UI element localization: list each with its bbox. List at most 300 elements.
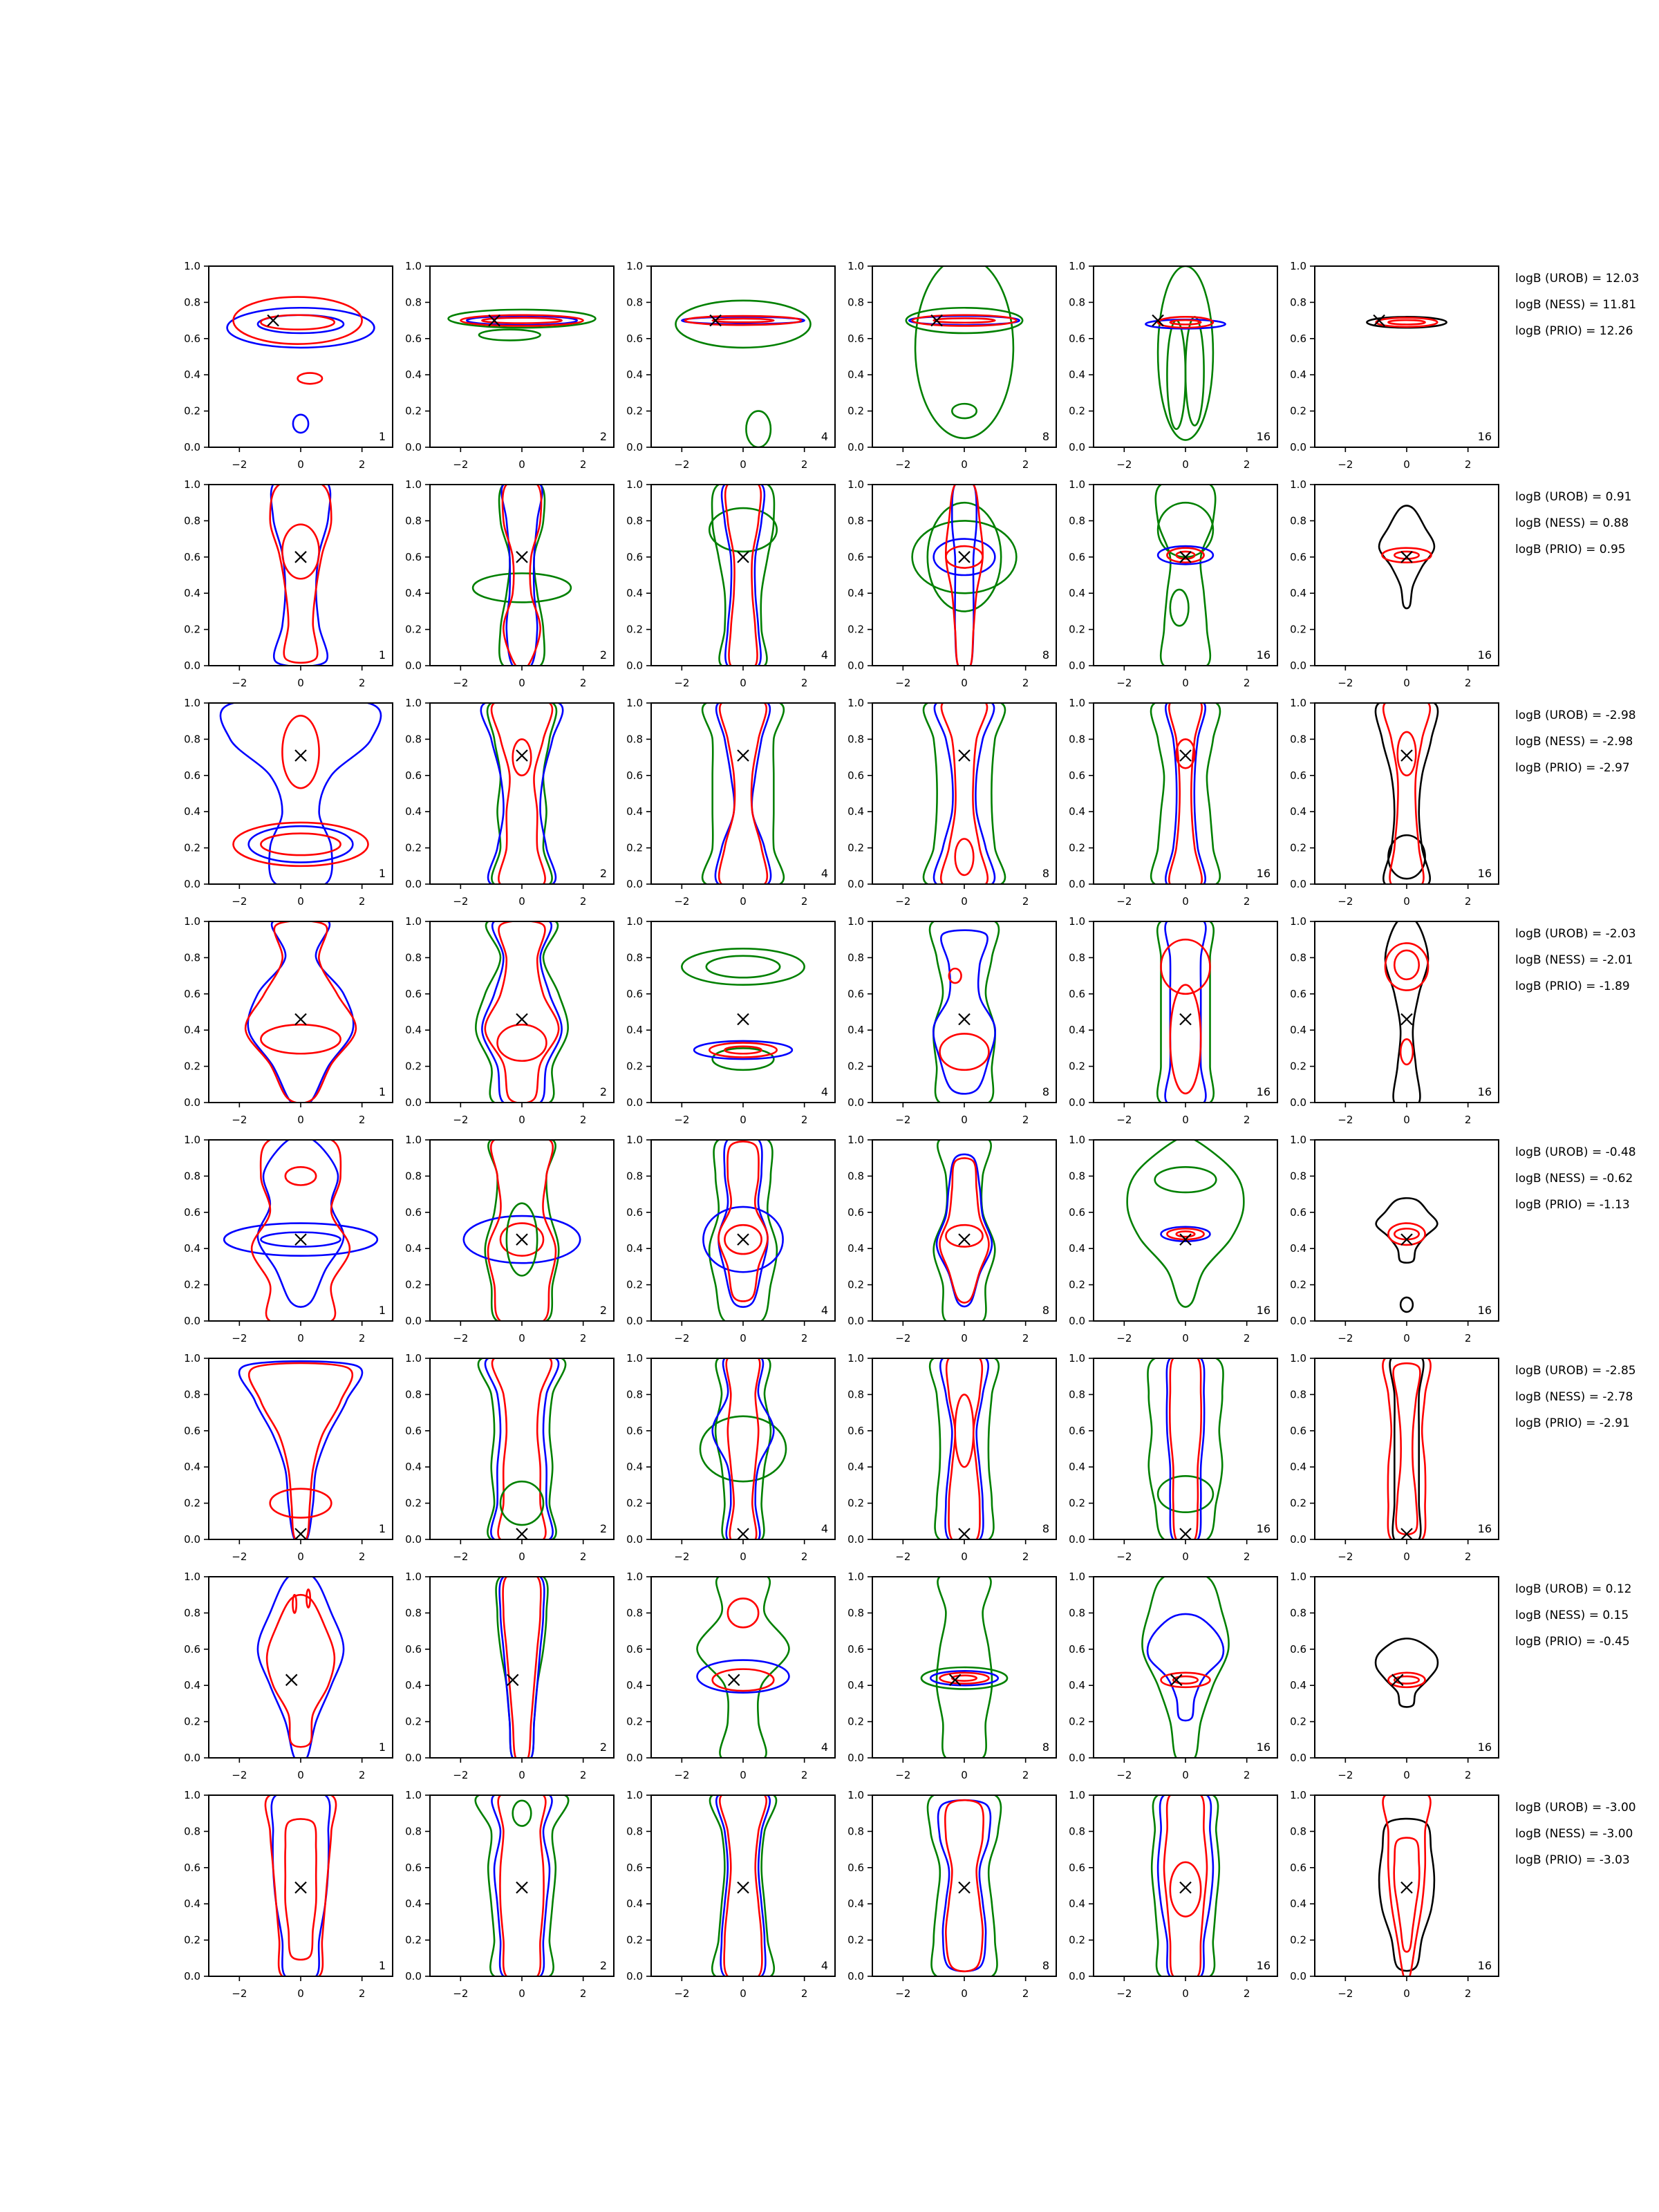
true-value-marker (1401, 750, 1412, 761)
x-tick-label: −2 (1338, 895, 1353, 908)
panel-level-label: 16 (1256, 1741, 1271, 1754)
axes-frame (209, 703, 393, 884)
axes-frame (1315, 485, 1499, 666)
contour-prio (1170, 1353, 1201, 1544)
y-tick-label: 0.6 (847, 332, 864, 345)
contour-prio (282, 715, 319, 788)
y-tick-label: 0.2 (405, 1497, 422, 1510)
y-tick-label: 0.6 (405, 1206, 422, 1219)
x-tick-label: 2 (800, 1114, 808, 1126)
contour-group (1376, 1198, 1438, 1312)
panel-r5-c5 (1069, 1134, 1277, 1344)
x-tick-label: 2 (1464, 1550, 1472, 1563)
x-tick-label: 2 (800, 458, 808, 471)
y-tick-label: 0.8 (1290, 514, 1306, 527)
axes-frame (651, 485, 835, 666)
y-tick-label: 1.0 (847, 478, 864, 491)
axes-frame (1094, 1577, 1277, 1758)
logb-annotation: logB (NESS) = 0.88 (1515, 516, 1629, 530)
y-tick-label: 0.4 (626, 587, 643, 600)
x-tick-label: 0 (518, 1332, 525, 1344)
contour-prio (945, 1800, 983, 1971)
logb-annotation: logB (PRIO) = -2.91 (1515, 1416, 1630, 1430)
y-tick-label: 1.0 (1069, 260, 1085, 272)
axes-frame (1315, 703, 1499, 884)
contour-urob (937, 1154, 992, 1306)
y-tick-label: 1.0 (626, 1789, 643, 1801)
x-tick-label: −2 (674, 1114, 690, 1126)
contour-group (221, 698, 381, 888)
y-tick-label: 0.2 (184, 841, 200, 854)
contour-prio (1394, 1228, 1418, 1239)
y-tick-label: 0.8 (184, 1825, 200, 1838)
axes-frame (651, 1140, 835, 1321)
y-tick-label: 0.0 (626, 1533, 643, 1546)
axes-frame (651, 1577, 835, 1758)
contour-group (906, 257, 1022, 438)
x-tick-label: 2 (1022, 895, 1029, 908)
y-tick-label: 0.0 (847, 1315, 864, 1327)
y-tick-label: 0.4 (626, 1679, 643, 1692)
panel-r3-c4 (847, 697, 1056, 908)
y-tick-label: 0.2 (847, 1060, 864, 1073)
logb-annotation: logB (UROB) = -3.00 (1515, 1801, 1636, 1815)
y-tick-label: 1.0 (184, 1571, 200, 1583)
y-tick-label: 0.0 (1069, 659, 1085, 672)
axes-frame (209, 921, 393, 1103)
panel-r3-c2 (405, 697, 614, 908)
y-tick-label: 0.2 (626, 1497, 643, 1510)
contour-group (1152, 1790, 1219, 1980)
x-tick-label: −2 (895, 1114, 911, 1126)
y-tick-label: 0.6 (184, 987, 200, 1000)
contour-group (1379, 1790, 1434, 1980)
panel-level-label: 4 (821, 867, 828, 880)
y-tick-label: 0.6 (1069, 1206, 1085, 1219)
contour-group (1127, 1136, 1244, 1307)
contour-ness (479, 330, 541, 341)
y-tick-label: 0.8 (626, 1606, 643, 1620)
logb-annotations-row-6 (1515, 1364, 1636, 1430)
contour-group (924, 698, 1005, 888)
x-tick-label: 2 (1464, 1114, 1472, 1126)
contour-ness (1155, 1167, 1217, 1192)
x-tick-label: −2 (1338, 458, 1353, 471)
contour-ness (473, 573, 571, 602)
panel-level-label: 16 (1477, 1741, 1492, 1754)
x-tick-label: 0 (518, 895, 525, 908)
y-tick-label: 0.4 (1290, 805, 1306, 818)
y-tick-label: 1.0 (184, 1134, 200, 1146)
y-tick-label: 0.2 (1069, 1060, 1085, 1073)
y-tick-label: 0.0 (184, 1533, 200, 1546)
y-tick-label: 0.2 (847, 841, 864, 854)
contour-group (239, 1361, 362, 1544)
x-tick-label: 2 (358, 1550, 366, 1563)
y-tick-label: 0.2 (1069, 1278, 1085, 1291)
x-tick-label: 0 (740, 1987, 747, 2000)
contour-urob (500, 1572, 545, 1762)
x-tick-label: 0 (961, 1114, 968, 1126)
x-tick-label: −2 (895, 677, 911, 689)
y-tick-label: 0.4 (1290, 1897, 1306, 1911)
panel-level-label: 8 (1042, 1741, 1049, 1754)
x-tick-label: 2 (1243, 895, 1250, 908)
y-tick-label: 0.6 (405, 1861, 422, 1874)
x-tick-label: 0 (518, 677, 525, 689)
axes-frame (209, 1577, 393, 1758)
y-tick-label: 0.2 (626, 1933, 643, 1947)
true-value-marker (516, 1528, 527, 1539)
y-tick-label: 0.6 (184, 769, 200, 782)
axes-frame (430, 1577, 614, 1758)
panel-level-label: 8 (1042, 1085, 1049, 1098)
x-tick-label: 2 (358, 1769, 366, 1781)
contour-urob (293, 415, 308, 433)
panel-r6-c6 (1290, 1352, 1499, 1563)
y-tick-label: 0.6 (1290, 1642, 1306, 1656)
logb-annotation: logB (NESS) = -0.62 (1515, 1172, 1633, 1185)
y-tick-label: 0.8 (1069, 514, 1085, 527)
y-tick-label: 0.8 (184, 1170, 200, 1183)
panel-r4-c4 (847, 915, 1056, 1126)
contour-group (675, 301, 810, 447)
contour-prio (1382, 548, 1432, 563)
panel-level-label: 4 (821, 1085, 828, 1098)
x-tick-label: 2 (358, 677, 366, 689)
y-tick-label: 0.0 (626, 1970, 643, 1983)
panel-r3-c5 (1069, 697, 1277, 908)
x-tick-label: 2 (1022, 1550, 1029, 1563)
x-tick-label: 0 (1182, 677, 1189, 689)
true-value-marker (1180, 750, 1191, 761)
y-tick-label: 0.4 (847, 1679, 864, 1692)
x-tick-label: 2 (1022, 458, 1029, 471)
y-tick-label: 0.0 (1290, 1533, 1306, 1546)
contour-ness (478, 1353, 565, 1544)
contour-prio (492, 1353, 552, 1544)
x-tick-label: −2 (674, 677, 690, 689)
x-tick-label: −2 (895, 458, 911, 471)
y-tick-label: 0.8 (1290, 1825, 1306, 1838)
y-tick-label: 0.0 (1069, 1533, 1085, 1546)
contour-prio (1170, 1862, 1201, 1917)
contour-group (245, 917, 356, 1107)
x-tick-label: 2 (1464, 1987, 1472, 2000)
y-tick-label: 0.2 (847, 1933, 864, 1947)
x-tick-label: −2 (1116, 677, 1132, 689)
y-tick-label: 0.4 (847, 368, 864, 382)
y-tick-label: 0.4 (626, 1461, 643, 1474)
contour-ness (487, 698, 556, 888)
y-tick-label: 0.8 (847, 1388, 864, 1401)
y-tick-label: 0.0 (847, 1533, 864, 1546)
logb-annotation: logB (PRIO) = -1.13 (1515, 1198, 1630, 1212)
x-tick-label: 2 (800, 1332, 808, 1344)
x-tick-label: −2 (1338, 1114, 1353, 1126)
contour-prio (1158, 317, 1213, 328)
contour-prio (1167, 1228, 1203, 1239)
y-tick-label: 0.6 (1290, 550, 1306, 563)
y-tick-label: 0.8 (847, 733, 864, 746)
contour-ness (710, 1790, 776, 1980)
y-tick-label: 1.0 (1290, 1789, 1306, 1801)
y-tick-label: 0.0 (405, 1315, 422, 1327)
y-tick-label: 0.4 (184, 1024, 200, 1037)
y-tick-label: 0.6 (847, 1861, 864, 1874)
y-tick-label: 1.0 (847, 1134, 864, 1146)
y-tick-label: 0.8 (847, 514, 864, 527)
contour-ness (1157, 917, 1213, 1107)
panel-level-label: 16 (1477, 1085, 1492, 1098)
y-tick-label: 0.2 (405, 1933, 422, 1947)
x-tick-label: 2 (1464, 1769, 1472, 1781)
y-tick-label: 0.8 (405, 1606, 422, 1620)
x-tick-label: −2 (674, 1987, 690, 2000)
contour-prio (298, 373, 322, 384)
y-tick-label: 0.2 (1069, 623, 1085, 636)
contour-ness (1151, 698, 1220, 888)
panel-level-label: 4 (821, 430, 828, 443)
y-tick-label: 0.2 (184, 1715, 200, 1728)
y-tick-label: 1.0 (847, 260, 864, 272)
contour-ness (702, 698, 784, 888)
contour-reference (1376, 698, 1438, 888)
y-tick-label: 0.8 (405, 1825, 422, 1838)
contour-ness (715, 1353, 771, 1544)
y-tick-label: 1.0 (405, 915, 422, 928)
true-value-marker (295, 1528, 306, 1539)
y-tick-label: 0.2 (405, 1278, 422, 1291)
y-tick-label: 1.0 (405, 697, 422, 709)
contour-ness (930, 1353, 999, 1544)
axes-frame (430, 921, 614, 1103)
y-tick-label: 0.8 (184, 1388, 200, 1401)
contour-ness (1152, 1790, 1219, 1980)
panel-r2-c4 (847, 478, 1056, 689)
x-tick-label: 0 (740, 895, 747, 908)
contour-prio (1177, 1231, 1195, 1237)
y-tick-label: 0.0 (1069, 1315, 1085, 1327)
x-tick-label: 2 (579, 458, 587, 471)
y-tick-label: 0.2 (626, 1278, 643, 1291)
y-tick-label: 0.2 (1290, 1497, 1306, 1510)
contour-group (1376, 1638, 1438, 1707)
y-tick-label: 0.8 (184, 296, 200, 309)
y-tick-label: 1.0 (405, 1134, 422, 1146)
y-tick-label: 0.4 (1069, 1024, 1085, 1037)
y-tick-label: 0.8 (184, 1606, 200, 1620)
contour-group (265, 1790, 336, 1980)
y-tick-label: 0.6 (1069, 550, 1085, 563)
logb-annotation: logB (PRIO) = -0.45 (1515, 1635, 1630, 1649)
x-tick-label: −2 (453, 458, 469, 471)
x-tick-label: 0 (297, 1114, 304, 1126)
x-tick-label: 0 (297, 1550, 304, 1563)
true-value-marker (516, 750, 527, 761)
y-tick-label: 0.2 (626, 404, 643, 418)
y-tick-label: 0.0 (626, 1096, 643, 1109)
y-tick-label: 0.4 (184, 805, 200, 818)
contour-ness (476, 917, 568, 1107)
x-tick-label: 0 (961, 677, 968, 689)
x-tick-label: 2 (358, 895, 366, 908)
x-tick-label: −2 (674, 458, 690, 471)
contour-ness (706, 956, 780, 977)
x-tick-label: 2 (579, 1987, 587, 2000)
y-tick-label: 0.6 (1290, 1424, 1306, 1437)
y-tick-label: 0.2 (1290, 404, 1306, 418)
contour-ness (746, 411, 770, 447)
y-tick-label: 0.0 (405, 878, 422, 890)
axes-frame (1094, 485, 1277, 666)
y-tick-label: 0.8 (626, 733, 643, 746)
contour-prio (1388, 320, 1425, 324)
contour-urob (1158, 546, 1213, 564)
axes-frame (1315, 1358, 1499, 1539)
axes-frame (430, 485, 614, 666)
y-tick-label: 0.8 (184, 733, 200, 746)
x-tick-label: 0 (518, 1550, 525, 1563)
true-value-marker (295, 1234, 306, 1245)
y-tick-label: 0.8 (1069, 1388, 1085, 1401)
panel-level-label: 1 (378, 1085, 386, 1098)
y-tick-label: 0.4 (405, 805, 422, 818)
contour-ness (513, 1801, 532, 1826)
contour-group (227, 297, 375, 433)
contour-reference (1379, 1819, 1434, 1971)
panel-r7-c3 (626, 1571, 835, 1781)
contour-prio (1394, 950, 1418, 980)
y-tick-label: 0.0 (1290, 659, 1306, 672)
x-tick-label: 0 (740, 677, 747, 689)
y-tick-label: 0.6 (847, 1424, 864, 1437)
x-tick-label: −2 (232, 1114, 247, 1126)
contour-prio (513, 739, 532, 775)
true-value-marker (295, 750, 306, 761)
y-tick-label: 0.2 (405, 1715, 422, 1728)
y-tick-label: 0.6 (1069, 1642, 1085, 1656)
y-tick-label: 0.4 (626, 1242, 643, 1255)
y-tick-label: 0.4 (847, 1461, 864, 1474)
y-tick-label: 1.0 (847, 1571, 864, 1583)
x-tick-label: 0 (297, 1987, 304, 2000)
axes-frame (430, 1358, 614, 1539)
x-tick-label: −2 (453, 1114, 469, 1126)
contour-group (710, 1790, 776, 1980)
y-tick-label: 0.4 (1290, 1242, 1306, 1255)
x-tick-label: 2 (1464, 458, 1472, 471)
contour-prio (503, 1572, 541, 1762)
contour-group (930, 1353, 999, 1544)
x-tick-label: −2 (232, 1769, 247, 1781)
contour-urob (239, 1361, 362, 1544)
true-value-marker (959, 1882, 970, 1893)
y-tick-label: 0.2 (1290, 623, 1306, 636)
x-tick-label: −2 (895, 1769, 911, 1781)
x-tick-label: −2 (674, 895, 690, 908)
y-tick-label: 0.8 (1290, 1388, 1306, 1401)
panel-r1-c4 (847, 257, 1056, 471)
y-tick-label: 0.4 (1290, 368, 1306, 382)
panel-level-label: 4 (821, 648, 828, 662)
y-tick-label: 0.6 (626, 332, 643, 345)
true-value-marker (729, 1674, 740, 1685)
contour-ness (500, 1481, 543, 1525)
contour-ness (485, 1135, 559, 1325)
y-tick-label: 0.6 (405, 550, 422, 563)
x-tick-label: 2 (1243, 458, 1250, 471)
contour-group (1382, 1353, 1430, 1544)
x-tick-label: −2 (1116, 1332, 1132, 1344)
logb-annotation: logB (UROB) = 0.91 (1515, 490, 1632, 504)
logb-annotation: logB (NESS) = -2.78 (1515, 1390, 1633, 1404)
y-tick-label: 1.0 (1069, 1134, 1085, 1146)
panel-r6-c4 (847, 1352, 1056, 1563)
contour-prio (285, 1167, 316, 1185)
contour-prio (934, 318, 995, 322)
true-value-marker (1401, 1013, 1412, 1024)
y-tick-label: 1.0 (184, 1789, 200, 1801)
panel-r2-c6 (1290, 478, 1499, 689)
logb-annotation: logB (UROB) = 12.03 (1515, 272, 1640, 285)
y-tick-label: 0.8 (626, 1825, 643, 1838)
y-tick-label: 0.8 (1290, 951, 1306, 964)
x-tick-label: −2 (453, 1987, 469, 2000)
x-tick-label: −2 (1116, 458, 1132, 471)
x-tick-label: 2 (1464, 1332, 1472, 1344)
contour-group (496, 1572, 548, 1762)
y-tick-label: 0.2 (626, 1060, 643, 1073)
y-tick-label: 0.6 (626, 550, 643, 563)
true-value-marker (738, 1234, 749, 1245)
contour-prio (1177, 739, 1195, 768)
contour-prio (498, 1024, 547, 1060)
logb-annotation: logB (PRIO) = 12.26 (1515, 324, 1633, 338)
y-tick-label: 1.0 (184, 697, 200, 709)
contour-prio (282, 525, 319, 579)
contour-ness (906, 308, 1022, 333)
x-tick-label: 0 (961, 1769, 968, 1781)
y-tick-label: 0.6 (626, 1424, 643, 1437)
y-tick-label: 0.2 (1069, 841, 1085, 854)
panel-r7-c1 (184, 1571, 393, 1781)
y-tick-label: 0.2 (1290, 1933, 1306, 1947)
contour-prio (955, 839, 974, 875)
y-tick-label: 0.0 (405, 1970, 422, 1983)
x-tick-label: −2 (895, 1332, 911, 1344)
y-tick-label: 0.6 (405, 987, 422, 1000)
contour-group (449, 310, 596, 341)
contour-ness (697, 1572, 789, 1762)
y-tick-label: 0.6 (405, 769, 422, 782)
y-tick-label: 1.0 (626, 1571, 643, 1583)
contour-group (476, 1790, 569, 1980)
contour-group (476, 917, 568, 1107)
panel-r8-c2 (405, 1789, 614, 2000)
y-tick-label: 0.4 (184, 1461, 200, 1474)
y-tick-label: 0.0 (626, 1752, 643, 1764)
y-tick-label: 0.4 (1069, 368, 1085, 382)
true-value-marker (738, 1882, 749, 1893)
panel-r8-c6 (1290, 1789, 1499, 2000)
contour-prio (1170, 985, 1201, 1094)
x-tick-label: 0 (961, 1550, 968, 1563)
x-tick-label: 0 (518, 1769, 525, 1781)
y-tick-label: 1.0 (1069, 1789, 1085, 1801)
x-tick-label: −2 (895, 1550, 911, 1563)
y-tick-label: 0.8 (1069, 1825, 1085, 1838)
